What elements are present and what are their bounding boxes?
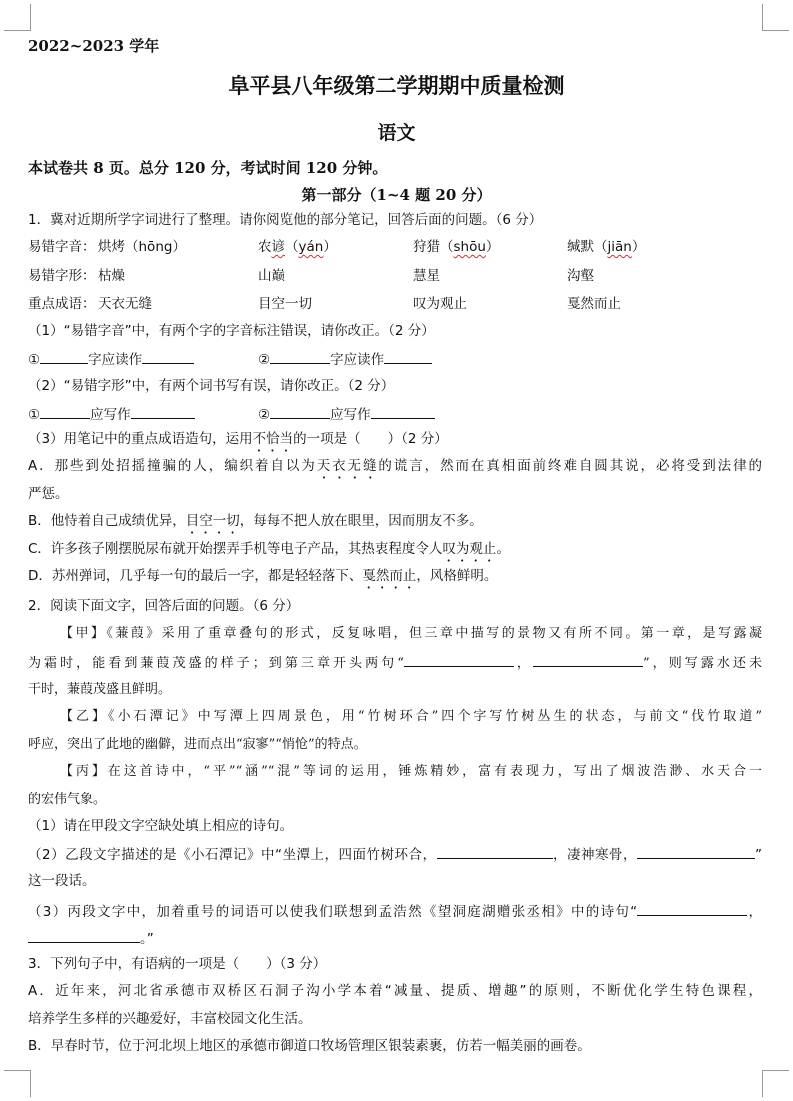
q2-para-jia: 【甲】《蒹葭》采用了重章叠句的形式，反复咏唱，但三章中描写的景物又有所不同。第一章，是写露凝: [60, 626, 762, 641]
q1-row2-item: 枯燥: [98, 268, 125, 284]
answer-blank[interactable]: [437, 845, 553, 859]
q1-row2-label: 易错字形：: [28, 268, 96, 284]
answer-blank[interactable]: [371, 405, 435, 419]
crop-mark-bottom-left: [4, 1070, 31, 1097]
crop-mark-top-left: [4, 4, 31, 31]
q1-row2-item: 山巅: [258, 268, 285, 284]
answer-blank[interactable]: [384, 350, 432, 364]
q1-sub2: （2）“易错字形”中，有两个词书写有误，请你改正。（2 分）: [28, 378, 395, 394]
crop-mark-top-right: [762, 4, 789, 31]
q1-row3-item: 叹为观止: [413, 296, 467, 312]
q1-row1-item: 烘烤（hōng）: [98, 239, 186, 255]
part-heading: 第一部分（1~4 题 20 分）: [301, 186, 492, 204]
q1-row1-item: 狩猎（shōu）: [413, 239, 500, 255]
q1-row3-label: 重点成语：: [28, 296, 96, 312]
q1-option-a-cont: 严惩。: [28, 486, 69, 502]
q2-stem: 2．阅读下面文字，回答后面的问题。（6 分）: [28, 598, 300, 614]
q2-sub2-cont: 这一段话。: [28, 873, 96, 889]
answer-blank[interactable]: [270, 350, 330, 364]
answer-blank[interactable]: [270, 405, 330, 419]
q1-sub2-answer-1: ① 应写作: [28, 405, 195, 424]
q3-option-b: B．早春时节，位于河北坝上地区的承德市御道口牧场管理区银装素裹，仿若一幅美丽的画卷。: [28, 1038, 591, 1054]
answer-blank[interactable]: [533, 653, 643, 667]
q1-row2-item: 沟壑: [567, 268, 594, 284]
q1-row2-item: 慧星: [413, 268, 440, 284]
q1-option-c: C．许多孩子刚摆脱尿布就开始摆弄手机等电子产品，其热衷程度令人叹为观止。: [28, 541, 510, 557]
q2-sub1: （1）请在甲段文字空缺处填上相应的诗句。: [28, 818, 294, 834]
q2-para-yi: 【乙】《小石潭记》中写潭上四周景色，用“竹树环合”四个字写竹树丛生的状态，与前文“伐竹取道”: [60, 709, 762, 724]
exam-title: 阜平县八年级第二学期期中质量检测: [228, 73, 565, 98]
q1-sub3: （3）用笔记中的重点成语造句，运用不恰当的一项是（ ）（2 分）: [28, 431, 448, 447]
q3-stem: 3．下列句子中，有语病的一项是（ ）（3 分）: [28, 956, 327, 972]
answer-blank[interactable]: [28, 929, 140, 943]
q1-option-d: D．苏州弹词，几乎每一句的最后一字，都是轻轻落下、戛然而止，风格鲜明。: [28, 568, 498, 584]
q1-sub2-answer-2: ② 应写作: [258, 405, 435, 424]
q2-para-bing-cont: 的宏伟气象。: [28, 792, 107, 807]
answer-blank[interactable]: [404, 653, 514, 667]
q2-para-jia-cont: 为霜时，能看到蒹葭茂盛的样子；到第三章开头两句“ ， ”，则写露水还未: [28, 653, 762, 673]
q2-sub3: （3）丙段文字中，加着重号的词语可以使我们联想到孟浩然《望洞庭湖赠张丞相》中的诗句“ ，: [28, 904, 762, 920]
q3-option-a: A．近年来，河北省承德市双桥区石洞子沟小学本着“减量、提质、增趣”的原则，不断优化学生特色课程，: [28, 983, 762, 999]
crop-mark-bottom-right: [762, 1070, 789, 1097]
q2-para-bing: 【丙】在这首诗中，“平”“涵”“混”等词的运用，锤炼精妙，富有表现力，写出了烟波浩渺、水天合一: [60, 764, 762, 779]
exam-info: 本试卷共 8 页。总分 120 分，考试时间 120 分钟。: [28, 159, 388, 177]
q2-para-jia-end: 干时，蒹葭茂盛且鲜明。: [28, 682, 172, 697]
q1-row1-item: 缄默（jiān）: [567, 239, 646, 255]
q1-option-a: A．那些到处招摇撞骗的人，编织着自以为天衣无缝的谎言，然而在真相面前终难自圆其说，必将受到法律的: [28, 458, 762, 474]
answer-blank[interactable]: [637, 902, 747, 916]
q1-row3-item: 天衣无缝: [98, 296, 152, 312]
q1-stem: 1．冀对近期所学字词进行了整理。请你阅览他的部分笔记，回答后面的问题。（6 分）: [28, 212, 543, 228]
q1-row1-item: 农谚（yán）: [258, 239, 337, 255]
q1-option-b: B．他恃着自己成绩优异，目空一切，每每不把人放在眼里，因而朋友不多。: [28, 513, 483, 529]
answer-blank[interactable]: [40, 350, 88, 364]
q1-row3-item: 目空一切: [258, 296, 312, 312]
school-year: 2022~2023 学年: [28, 37, 160, 55]
answer-blank[interactable]: [40, 405, 90, 419]
answer-blank[interactable]: [131, 405, 195, 419]
q1-row1-label: 易错字音：: [28, 239, 96, 255]
q1-sub1-answer-1: ① 字应读作: [28, 350, 194, 369]
q2-sub2: （2）乙段文字描述的是《小石潭记》中“坐潭上，四面竹树环合， ，凄神寒骨， ”: [28, 847, 762, 863]
q1-sub1-answer-2: ② 字应读作: [258, 350, 432, 369]
q1-row3-item: 戛然而止: [567, 296, 621, 312]
subject-title: 语文: [377, 122, 416, 144]
answer-blank[interactable]: [142, 350, 194, 364]
q2-para-yi-cont: 呼应，突出了此地的幽僻，进而点出“寂寥”“悄怆”的特点。: [28, 737, 367, 752]
q3-option-a-cont: 培养学生多样的兴趣爱好，丰富校园文化生活。: [28, 1011, 312, 1027]
answer-blank[interactable]: [637, 845, 755, 859]
q2-sub3-cont: 。”: [28, 929, 154, 948]
q1-sub1: （1）“易错字音”中，有两个字的字音标注错误，请你改正。（2 分）: [28, 323, 435, 339]
